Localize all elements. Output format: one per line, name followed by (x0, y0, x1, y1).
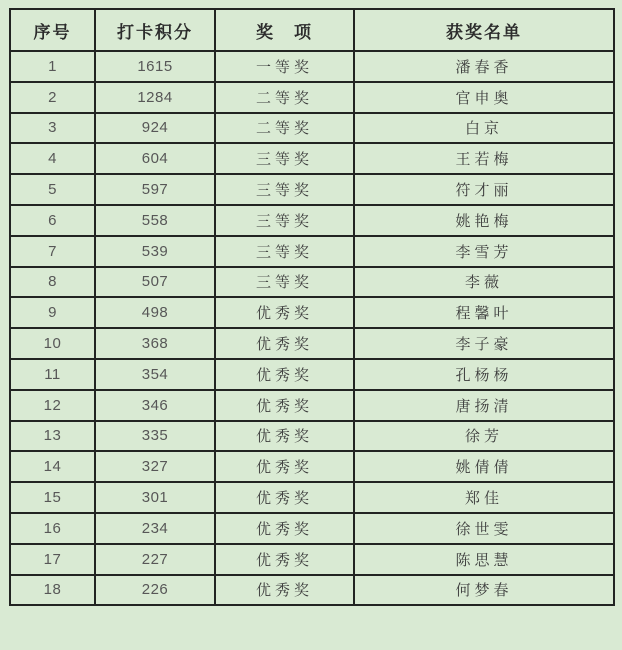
table-row (10, 297, 614, 328)
cell-no: 7 (10, 236, 95, 267)
cell-name: 徐世雯 (354, 513, 614, 544)
cell-points: 335 (95, 421, 215, 452)
cell-points: 1284 (95, 82, 215, 113)
cell-points: 498 (95, 297, 215, 328)
cell-no: 6 (10, 205, 95, 236)
cell-points: 346 (95, 390, 215, 421)
cell-points: 234 (95, 513, 215, 544)
cell-award: 三等奖 (215, 174, 354, 205)
cell-award: 三等奖 (215, 205, 354, 236)
table-row (10, 113, 614, 144)
table-row (10, 174, 614, 205)
cell-no: 1 (10, 51, 95, 82)
cell-award: 三等奖 (215, 143, 354, 174)
cell-name: 孔杨杨 (354, 359, 614, 390)
table-row (10, 267, 614, 298)
table-row (10, 328, 614, 359)
cell-no: 15 (10, 482, 95, 513)
cell-no: 14 (10, 451, 95, 482)
cell-name: 李子豪 (354, 328, 614, 359)
cell-name: 程馨叶 (354, 297, 614, 328)
cell-award: 优秀奖 (215, 575, 354, 606)
table-row (10, 575, 614, 606)
table-row (10, 451, 614, 482)
cell-points: 368 (95, 328, 215, 359)
table-row (10, 513, 614, 544)
table-row (10, 359, 614, 390)
cell-no: 17 (10, 544, 95, 575)
cell-points: 558 (95, 205, 215, 236)
cell-no: 3 (10, 113, 95, 144)
cell-award: 优秀奖 (215, 451, 354, 482)
table-row (10, 236, 614, 267)
cell-name: 姚倩倩 (354, 451, 614, 482)
cell-no: 11 (10, 359, 95, 390)
header-row (10, 9, 614, 51)
cell-name: 王若梅 (354, 143, 614, 174)
cell-points: 354 (95, 359, 215, 390)
column-header-award-category: 奖 项 (215, 9, 354, 51)
table-row (10, 421, 614, 452)
cell-points: 539 (95, 236, 215, 267)
cell-award: 优秀奖 (215, 421, 354, 452)
cell-award: 一等奖 (215, 51, 354, 82)
cell-award: 优秀奖 (215, 359, 354, 390)
cell-no: 9 (10, 297, 95, 328)
cell-no: 16 (10, 513, 95, 544)
table-row (10, 205, 614, 236)
cell-name: 李薇 (354, 267, 614, 298)
table-body (10, 51, 614, 605)
cell-no: 10 (10, 328, 95, 359)
cell-no: 18 (10, 575, 95, 606)
cell-points: 924 (95, 113, 215, 144)
cell-name: 李雪芳 (354, 236, 614, 267)
cell-points: 327 (95, 451, 215, 482)
cell-no: 13 (10, 421, 95, 452)
cell-points: 227 (95, 544, 215, 575)
cell-award: 三等奖 (215, 236, 354, 267)
cell-award: 优秀奖 (215, 390, 354, 421)
cell-points: 507 (95, 267, 215, 298)
cell-points: 604 (95, 143, 215, 174)
cell-name: 符才丽 (354, 174, 614, 205)
cell-award: 二等奖 (215, 113, 354, 144)
cell-name: 徐芳 (354, 421, 614, 452)
table-row (10, 82, 614, 113)
cell-award: 优秀奖 (215, 297, 354, 328)
table-row (10, 544, 614, 575)
cell-no: 2 (10, 82, 95, 113)
column-header-serial-number: 序号 (10, 9, 95, 51)
cell-points: 301 (95, 482, 215, 513)
cell-name: 陈思慧 (354, 544, 614, 575)
cell-no: 5 (10, 174, 95, 205)
cell-award: 优秀奖 (215, 513, 354, 544)
column-header-checkin-points: 打卡积分 (95, 9, 215, 51)
cell-name: 唐扬清 (354, 390, 614, 421)
cell-no: 12 (10, 390, 95, 421)
cell-name: 官申奥 (354, 82, 614, 113)
award-results-table (9, 8, 615, 606)
cell-award: 优秀奖 (215, 544, 354, 575)
table-row (10, 390, 614, 421)
table-row (10, 482, 614, 513)
cell-no: 8 (10, 267, 95, 298)
cell-name: 何梦春 (354, 575, 614, 606)
cell-award: 三等奖 (215, 267, 354, 298)
cell-name: 郑佳 (354, 482, 614, 513)
cell-award: 二等奖 (215, 82, 354, 113)
cell-points: 1615 (95, 51, 215, 82)
cell-name: 白京 (354, 113, 614, 144)
table-row (10, 143, 614, 174)
column-header-winner-list: 获奖名单 (354, 9, 614, 51)
cell-name: 潘春香 (354, 51, 614, 82)
table-row (10, 51, 614, 82)
cell-award: 优秀奖 (215, 328, 354, 359)
cell-no: 4 (10, 143, 95, 174)
cell-award: 优秀奖 (215, 482, 354, 513)
cell-points: 226 (95, 575, 215, 606)
cell-points: 597 (95, 174, 215, 205)
cell-name: 姚艳梅 (354, 205, 614, 236)
